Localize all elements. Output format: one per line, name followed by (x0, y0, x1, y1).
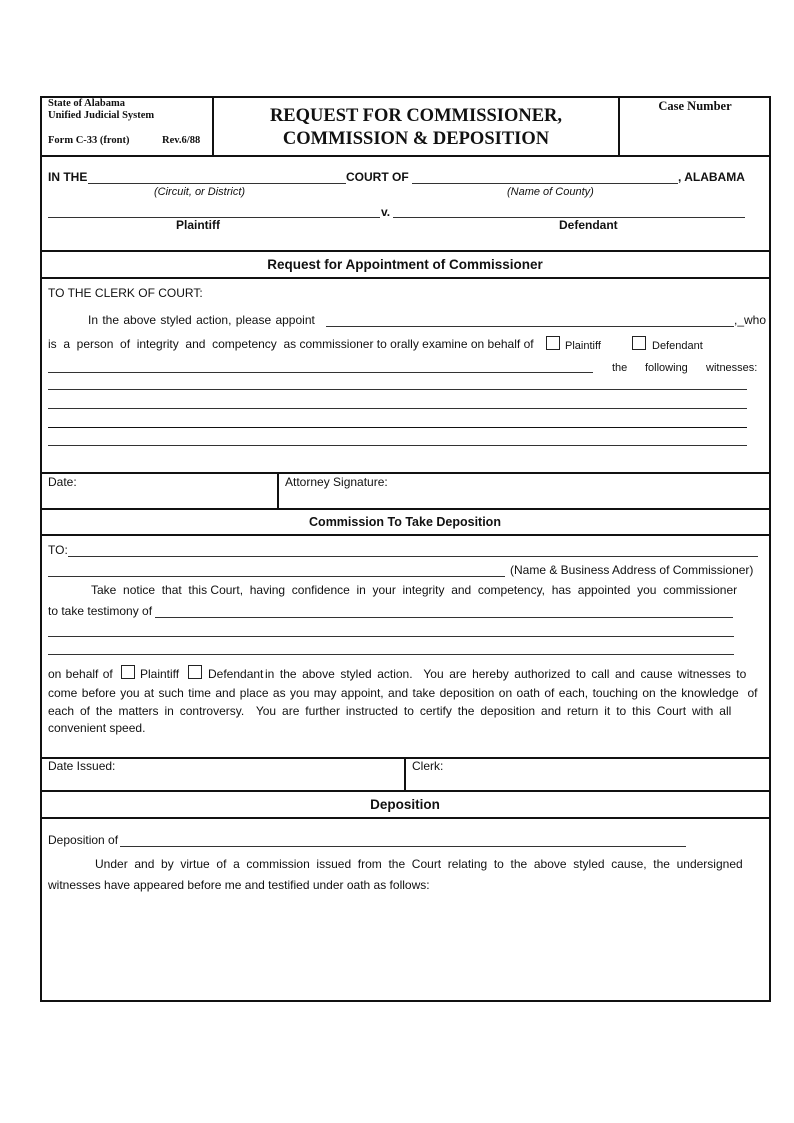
authorization-line-4: convenient speed. (48, 721, 146, 735)
who-text: ,_who (734, 313, 767, 327)
testimony-field-1[interactable] (155, 617, 733, 618)
appoint-text: In the above styled action, please appoint (88, 313, 315, 327)
request-title-rule (40, 277, 771, 279)
commission-plaintiff-label: Plaintiff (140, 667, 180, 681)
deposition-title-rule (40, 817, 771, 819)
deponent-field[interactable] (120, 846, 686, 847)
commission-plaintiff-checkbox[interactable] (121, 665, 135, 679)
commission-defendant-label: Defendant (208, 667, 264, 681)
following-word: following (645, 362, 688, 374)
testimony-label: to take testimony of (48, 604, 153, 618)
integrity-text: is a person of integrity and competency as commissioner to orally examine on behalf of (48, 337, 534, 351)
clerk-field[interactable] (409, 774, 766, 789)
form-number: Form C-33 (front) (48, 135, 130, 146)
attorney-signature-field[interactable] (282, 490, 766, 507)
defendant-caption: Defendant (559, 218, 618, 232)
system-label: Unified Judicial System (48, 110, 155, 121)
county-hint: (Name of County) (507, 186, 594, 198)
state-label: State of Alabama (48, 98, 125, 109)
request-plaintiff-label: Plaintiff (565, 340, 601, 352)
commission-section-title: Commission To Take Deposition (309, 515, 501, 529)
witnesses-word: witnesses: (706, 362, 758, 374)
deposition-section-title: Deposition (370, 797, 440, 812)
request-body-rule (40, 472, 771, 474)
authorization-line-3: each of the matters in controversy. You are further instructed to certify the deposition and return it to this Court with all (48, 704, 732, 718)
county-field[interactable] (412, 183, 678, 184)
request-plaintiff-checkbox[interactable] (546, 336, 560, 350)
date-signature-divider (277, 472, 279, 509)
witness-line-3[interactable] (48, 427, 747, 428)
witness-line-4[interactable] (48, 445, 747, 446)
clerk-label: Clerk: (412, 759, 444, 773)
commissioner-address-field[interactable] (48, 576, 505, 577)
alabama-label: , ALABAMA (678, 170, 745, 184)
date-clerk-divider (404, 757, 406, 791)
plaintiff-caption: Plaintiff (176, 218, 220, 232)
request-defendant-checkbox[interactable] (632, 336, 646, 350)
salutation: TO THE CLERK OF COURT: (48, 286, 203, 300)
authorization-text: in the above styled action. You are hereby authorized to call and cause witnesses to (265, 667, 747, 681)
deposition-of-label: Deposition of (48, 833, 119, 847)
commission-defendant-checkbox[interactable] (188, 665, 202, 679)
commissioner-to-field[interactable] (68, 556, 758, 557)
case-number-field[interactable] (622, 116, 768, 153)
date-issued-label: Date Issued: (48, 759, 116, 773)
deposition-body-line2: witnesses have appeared before me and testified under oath as follows: (48, 878, 430, 892)
versus-label: v. (381, 205, 391, 219)
attorney-signature-label: Attorney Signature: (285, 475, 388, 489)
request-defendant-label: Defendant (652, 340, 703, 352)
in-the-label: IN THE (48, 170, 88, 184)
testimony-field-3[interactable] (48, 654, 734, 655)
name-address-hint: (Name & Business Address of Commissioner) (510, 563, 754, 577)
signature-row-rule (40, 508, 771, 510)
deposition-body-line1: Under and by virtue of a commission issued from the Court relating to the above styled cause, the undersigned (95, 857, 743, 871)
on-behalf-of-label: on behalf of (48, 667, 113, 681)
commissioner-name-field[interactable] (326, 326, 734, 327)
request-date-field[interactable] (44, 490, 274, 507)
testimony-field-2[interactable] (48, 636, 734, 637)
form-title-line1: REQUEST FOR COMMISSIONER, (269, 106, 563, 126)
request-section-title: Request for Appointment of Commissioner (267, 257, 543, 272)
court-type-field[interactable] (88, 183, 346, 184)
witness-line-2[interactable] (48, 408, 747, 409)
witness-line-1[interactable] (48, 389, 747, 390)
clerk-row-rule (40, 790, 771, 792)
court-of-label: COURT OF (346, 170, 409, 184)
request-date-label: Date: (48, 475, 77, 489)
party-name-field[interactable] (48, 372, 593, 373)
to-label: TO: (48, 543, 68, 557)
notice-text: Take notice that this Court, having confidence in your integrity and competency, has appointed you commissioner (91, 583, 738, 597)
commission-title-rule (40, 534, 771, 536)
case-number-label: Case Number (658, 99, 732, 113)
the-word: the (612, 362, 628, 374)
authorization-line-2: come before you at such time and place as you may appoint, and take deposition on oath of each, touching on the knowledge of (48, 686, 758, 700)
date-issued-field[interactable] (44, 774, 400, 789)
court-bottom-rule (40, 250, 771, 252)
form-title-line2: COMMISSION & DEPOSITION (282, 129, 550, 149)
revision-label: Rev.6/88 (162, 135, 201, 146)
circuit-hint: (Circuit, or District) (154, 186, 246, 198)
testimony-area[interactable] (44, 896, 766, 996)
header-bottom-rule (40, 155, 771, 157)
